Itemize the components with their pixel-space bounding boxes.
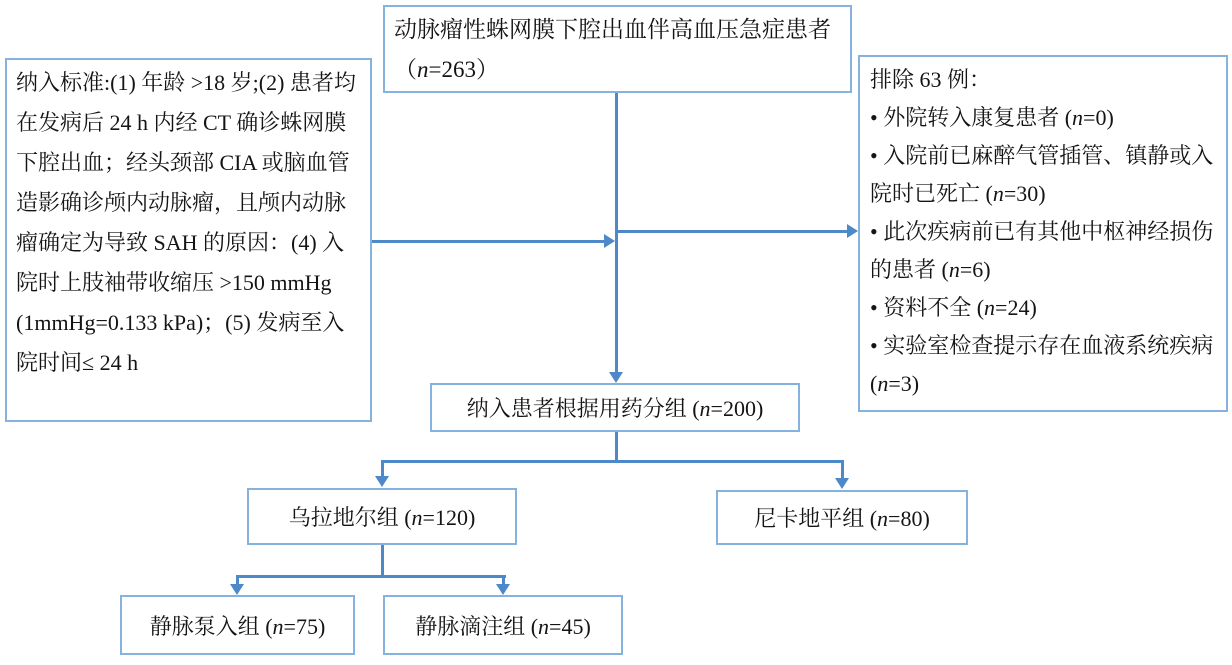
population-box xyxy=(383,5,852,93)
connector-spine-vertical xyxy=(615,93,618,373)
exclusion-item: • 实验室检查提示存在血液系统疾病 (n=3) xyxy=(870,333,1214,396)
connector-grouping-stub xyxy=(615,432,618,462)
connector-spine-to-exclusion xyxy=(616,230,847,233)
exclusion-item: • 外院转入康复患者 (n=0) xyxy=(870,105,1114,130)
arrowhead-down-icon xyxy=(496,584,510,595)
exclusion-item: • 资料不全 (n=24) xyxy=(870,295,1037,320)
grouping-text: 纳入患者根据用药分组 (n=200) xyxy=(466,396,764,421)
population-text: 动脉瘤性蛛网膜下腔出血伴高血压急症患者（n=263） xyxy=(394,17,831,82)
connector-inclusion-to-spine xyxy=(372,240,604,243)
exclusion-title: 排除 63 例： xyxy=(870,67,992,92)
arrowhead-down-icon xyxy=(609,372,623,383)
iv-pump-group-box xyxy=(120,595,355,655)
iv-pump-group-text: 静脉泵入组 (n=75) xyxy=(149,613,326,639)
urapidil-group-box xyxy=(247,488,517,545)
connector-urapidil-stub xyxy=(381,545,384,577)
exclusion-item: • 入院前已麻醉气管插管、镇静或入院时已死亡 (n=30) xyxy=(870,143,1214,206)
nicardipine-group-text: 尼卡地平组 (n=80) xyxy=(754,506,930,531)
nicardipine-group-box xyxy=(716,490,968,545)
arrowhead-right-icon xyxy=(847,224,858,238)
connector-split1-left xyxy=(381,460,384,477)
arrowhead-right-icon xyxy=(604,234,615,248)
iv-drip-group-box xyxy=(383,595,623,655)
urapidil-group-text: 乌拉地尔组 (n=120) xyxy=(288,505,476,530)
arrowhead-down-icon xyxy=(835,478,849,489)
iv-drip-group-text: 静脉滴注组 (n=45) xyxy=(415,613,591,639)
connector-split2-horizontal xyxy=(236,575,506,578)
grouping-box xyxy=(430,383,800,432)
exclusion-item: • 此次疾病前已有其他中枢神经损伤的患者 (n=6) xyxy=(870,219,1214,282)
connector-split1-horizontal xyxy=(381,460,844,463)
arrowhead-down-icon xyxy=(230,584,244,595)
exclusion-box xyxy=(858,55,1228,412)
arrowhead-down-icon xyxy=(375,476,389,487)
connector-split1-right xyxy=(841,460,844,479)
inclusion-criteria-text: 纳入标准:(1) 年龄 >18 岁;(2) 患者均在发病后 24 h 内经 CT 确诊蛛网膜下腔出血；经头颈部 CIA 或脑血管造影确诊颅内动脉瘤，且颅内动脉瘤确定为导致 SAH 的原因：(4) 入院时上肢袖带收缩压 >150 mmHg (1mmHg=0.133 kPa)；(5) 发病至入院时间≤ 24 h xyxy=(16,70,356,375)
inclusion-criteria-box xyxy=(5,58,372,422)
